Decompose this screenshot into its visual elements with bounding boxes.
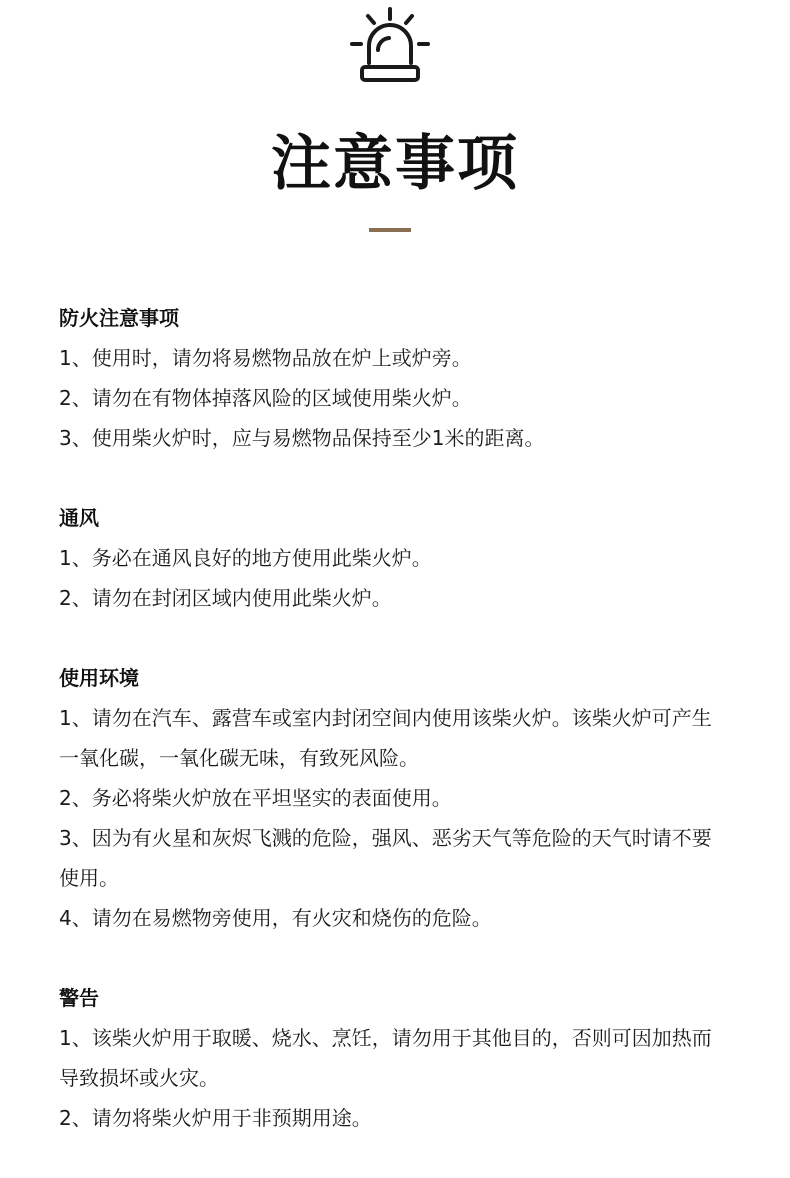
section-title: 通风	[59, 506, 99, 530]
section-environment	[59, 658, 719, 938]
section-title: 防火注意事项	[59, 306, 179, 330]
section-warning	[59, 978, 719, 1138]
list-item: 1、该柴火炉用于取暖、烧水、烹饪，请勿用于其他目的，否则可因加热而导致损坏或火灾。	[59, 1026, 712, 1090]
list-item: 2、请勿将柴火炉用于非预期用途。	[59, 1106, 372, 1130]
list-item: 2、务必将柴火炉放在平坦坚实的表面使用。	[59, 786, 452, 810]
title-divider	[369, 228, 411, 232]
section-ventilation	[59, 498, 719, 618]
notice-content	[59, 298, 719, 1178]
section-title: 使用环境	[59, 666, 139, 690]
section-title: 警告	[59, 986, 99, 1010]
section-fire-safety	[59, 298, 719, 458]
list-item: 1、务必在通风良好的地方使用此柴火炉。	[59, 546, 432, 570]
list-item: 4、请勿在易燃物旁使用，有火灾和烧伤的危险。	[59, 906, 492, 930]
list-item: 1、使用时，请勿将易燃物品放在炉上或炉旁。	[59, 346, 472, 370]
list-item: 2、请勿在封闭区域内使用此柴火炉。	[59, 586, 392, 610]
list-item: 3、因为有火星和灰烬飞溅的危险，强风、恶劣天气等危险的天气时请不要使用。	[59, 826, 712, 890]
list-item: 2、请勿在有物体掉落风险的区域使用柴火炉。	[59, 386, 472, 410]
list-item: 3、使用柴火炉时，应与易燃物品保持至少1米的距离。	[59, 426, 545, 450]
list-item: 1、请勿在汽车、露营车或室内封闭空间内使用该柴火炉。该柴火炉可产生一氧化碳，一氧化碳无味，有致死风险。	[59, 706, 712, 770]
page-title: 注意事项	[271, 129, 519, 199]
alarm-siren-icon	[345, 6, 445, 86]
